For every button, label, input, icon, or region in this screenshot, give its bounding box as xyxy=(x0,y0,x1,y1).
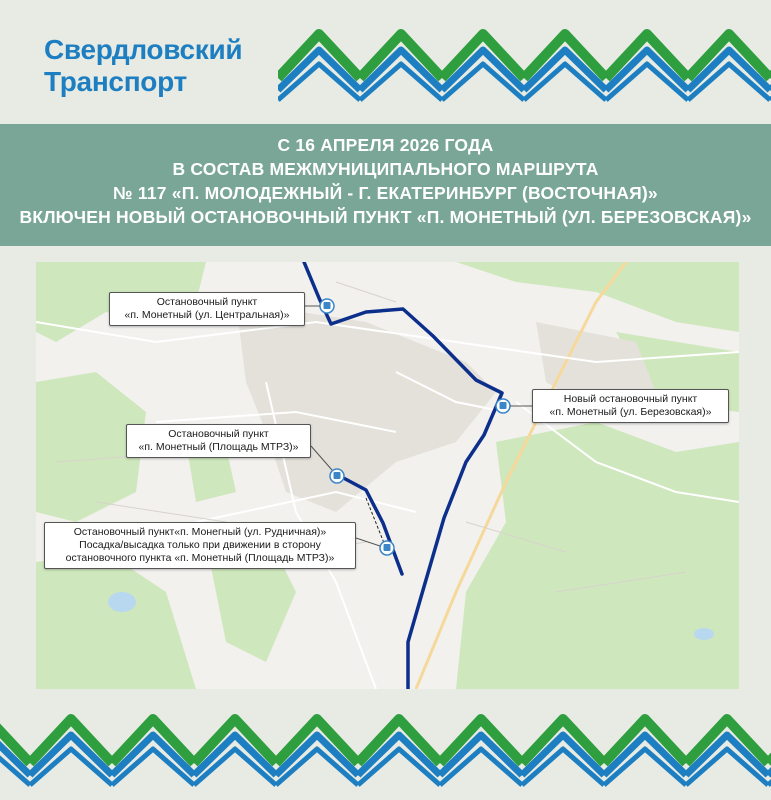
route-map xyxy=(36,262,739,689)
stop-callout-title: Остановочный пункт«п. Монегный (ул. Рудничная)» xyxy=(73,526,327,538)
ornament-green-zigzag xyxy=(278,34,771,78)
stop-callout-berezovskaya xyxy=(532,389,729,423)
announcement-banner xyxy=(0,124,771,246)
bus-stop-icon xyxy=(330,469,344,483)
bus-stop-icon xyxy=(496,399,510,413)
stop-callout-name: «п. Монетный (ул. Березовская)» xyxy=(549,406,712,418)
ornament-top xyxy=(278,20,771,106)
stop-callout-title: Остановочный пункт xyxy=(168,428,269,440)
stop-callout-note: Посадка/высадка только при движении в сторону xyxy=(79,539,321,551)
brand-line-2: Транспорт xyxy=(44,66,187,97)
stop-callout-title: Остановочный пункт xyxy=(156,296,258,308)
stop-callout-name: «п. Монетный (ул. Центральная)» xyxy=(124,309,290,321)
banner-line-2: В СОСТАВ МЕЖМУНИЦИПАЛЬНОГО МАРШРУТА xyxy=(172,159,599,179)
banner-line-4: ВКЛЮЧЕН НОВЫЙ ОСТАНОВОЧНЫЙ ПУНКТ «П. МОНЕТНЫЙ (УЛ. БЕРЕЗОВСКАЯ)» xyxy=(19,207,752,227)
banner-line-3: № 117 «П. МОЛОДЕЖНЫЙ - Г. ЕКАТЕРИНБУРГ (ВОСТОЧНАЯ)» xyxy=(113,183,658,203)
stop-callout-title: Новый остановочный пункт xyxy=(563,393,698,405)
stop-callout-note: остановочного пункта «п. Монетный (Площадь МТРЗ)» xyxy=(65,552,335,564)
stop-callout-name: «п. Монетный (Площадь МТРЗ)» xyxy=(138,441,299,453)
pond xyxy=(694,628,714,640)
banner-line-1: С 16 АПРЕЛЯ 2026 ГОДА xyxy=(277,135,494,155)
pond xyxy=(108,592,136,612)
brand-line-1: Свердловский xyxy=(44,34,243,65)
stop-callout-mtrz xyxy=(126,424,311,458)
brand-logo xyxy=(44,34,242,98)
stop-callout-rudnichnaya xyxy=(44,522,356,569)
ornament-bottom xyxy=(0,705,771,791)
forest-area xyxy=(36,552,196,689)
forest-area xyxy=(456,262,739,332)
stop-callout-central xyxy=(109,292,305,326)
map-canvas xyxy=(36,262,739,689)
bus-stop-icon xyxy=(380,541,394,555)
bus-stop-icon xyxy=(320,299,334,313)
